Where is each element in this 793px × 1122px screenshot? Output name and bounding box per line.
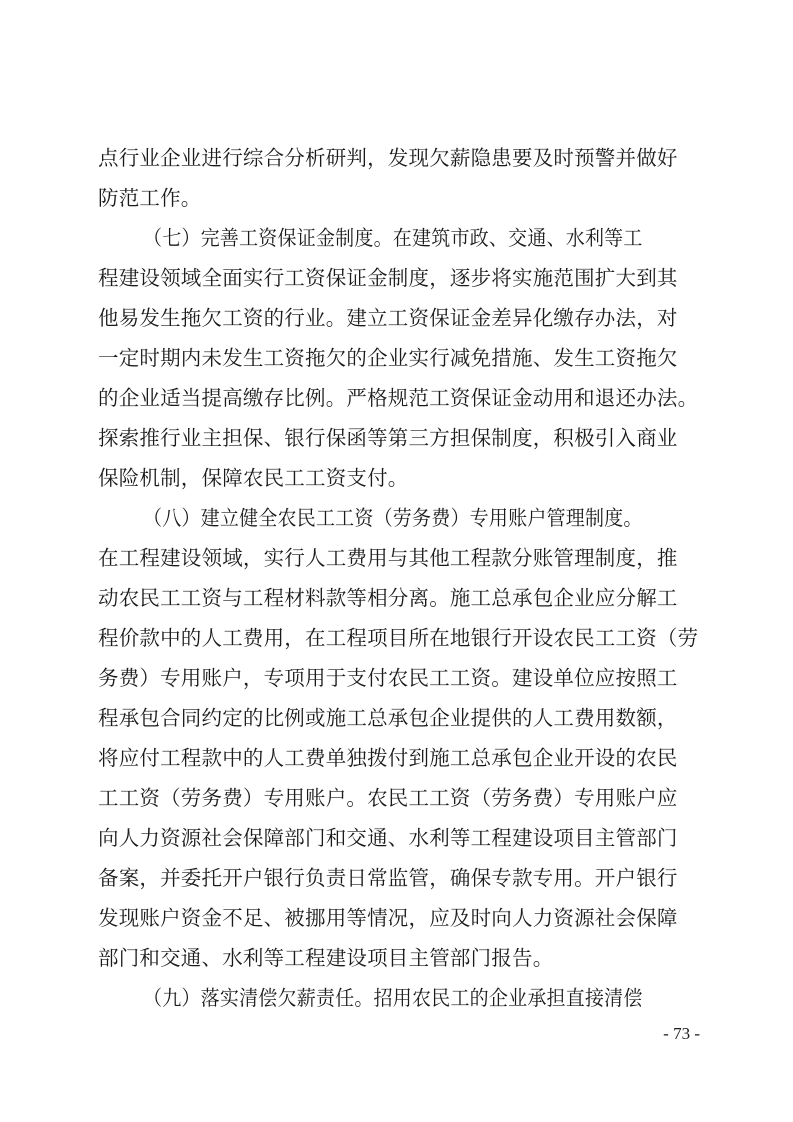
text-line: 一定时期内未发生工资拖欠的企业实行减免措施、发生工资拖欠 <box>98 346 678 370</box>
text-line: 程价款中的人工费用，在工程项目所在地银行开设农民工工资（劳 <box>98 626 699 650</box>
text-line: 程建设领域全面实行工资保证金制度，逐步将实施范围扩大到其 <box>98 266 678 290</box>
section-heading-line: （七）完善工资保证金制度。在建筑市政、交通、水利等工 <box>143 226 643 250</box>
section-heading-line: （九）落实清偿欠薪责任。招用农民工的企业承担直接清偿 <box>143 986 643 1010</box>
text-line: 动农民工工资与工程材料款等相分离。施工总承包企业应分解工 <box>98 586 678 610</box>
text-line: 点行业企业进行综合分析研判，发现欠薪隐患要及时预警并做好 <box>98 146 678 170</box>
text-line: 备案，并委托开户银行负责日常监管，确保专款专用。开户银行 <box>98 866 678 890</box>
text-line: 防范工作。 <box>98 186 202 210</box>
text-line: 部门和交通、水利等工程建设项目主管部门报告。 <box>98 946 554 970</box>
section-heading-line: （八）建立健全农民工工资（劳务费）专用账户管理制度。 <box>143 506 643 530</box>
text-line: 他易发生拖欠工资的行业。建立工资保证金差异化缴存办法，对 <box>98 306 678 330</box>
text-line: 务费）专用账户，专项用于支付农民工工资。建设单位应按照工 <box>98 666 678 690</box>
text-line: 工工资（劳务费）专用账户。农民工工资（劳务费）专用账户应 <box>98 786 678 810</box>
text-line: 在工程建设领域，实行人工费用与其他工程款分账管理制度，推 <box>98 546 678 570</box>
text-line: 的企业适当提高缴存比例。严格规范工资保证金动用和退还办法。 <box>98 386 699 410</box>
text-line: 探索推行业主担保、银行保函等第三方担保制度，积极引入商业 <box>98 426 678 450</box>
text-line: 保险机制，保障农民工工资支付。 <box>98 466 409 490</box>
page-number: - 73 - <box>663 1024 700 1043</box>
text-line: 将应付工程款中的人工费单独拨付到施工总承包企业开设的农民 <box>98 746 678 770</box>
text-line: 程承包合同约定的比例或施工总承包企业提供的人工费用数额， <box>98 706 678 730</box>
text-line: 发现账户资金不足、被挪用等情况，应及时向人力资源社会保障 <box>98 906 678 930</box>
text-line: 向人力资源社会保障部门和交通、水利等工程建设项目主管部门 <box>98 826 678 850</box>
